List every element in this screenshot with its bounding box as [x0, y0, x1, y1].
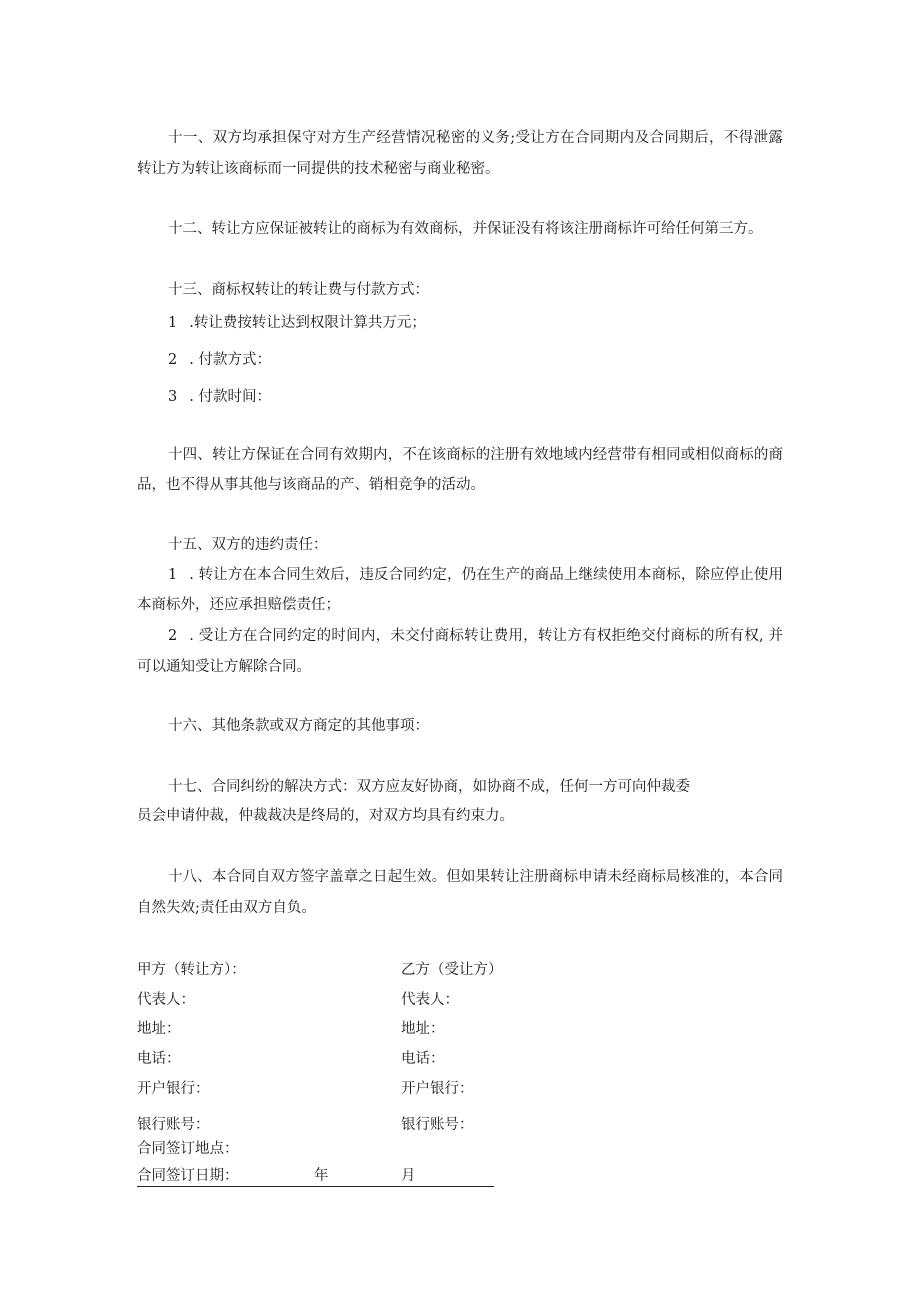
- clause-14-line-1: 十四、转让方保证在合同有效期内，不在该商标的注册有效地域内经营带有相同或相似商标的商: [168, 447, 783, 463]
- item-number: 1: [168, 567, 178, 583]
- item-number: 2: [168, 628, 178, 644]
- clause-15-item-1-line-1: [168, 565, 783, 585]
- item-text: . 付款方式：: [189, 352, 271, 368]
- party-b-representative: 代表人：: [401, 992, 459, 1008]
- clause-16-line-1: 十六、其他条款或双方商定的其他事项：: [168, 718, 429, 734]
- party-b-address: 地址：: [401, 1021, 445, 1037]
- item-number: 1: [168, 315, 178, 331]
- clause-11-line-2: 转让方为转让该商标而一同提供的技术秘密与商业秘密。: [137, 161, 500, 177]
- party-a-phone: 电话：: [137, 1051, 181, 1067]
- clause-15-heading: 十五、双方的违约责任：: [168, 537, 328, 553]
- party-a-bank: 开户银行：: [137, 1081, 210, 1097]
- clause-17-line-2: 员会申请仲裁，仲裁裁决是终局的，对双方均具有约束力。: [137, 808, 514, 824]
- party-a-representative: 代表人：: [137, 992, 195, 1008]
- clause-18-line-1: 十八、本合同自双方签字盖章之日起生效。但如果转让注册商标申请未经商标局核准的，本合同: [168, 869, 783, 885]
- item-number: 2: [168, 352, 178, 368]
- item-text: . 付款时间：: [189, 389, 271, 405]
- party-b-account: 银行账号：: [401, 1117, 474, 1133]
- clause-18-line-2: 自然失效;责任由双方自负。: [137, 900, 316, 916]
- clause-15-item-2-line-1: [168, 626, 783, 646]
- clause-13-item-2: [168, 350, 271, 370]
- signature-underline: [137, 1186, 494, 1187]
- signing-date-year: 年: [314, 1168, 329, 1184]
- party-b-bank: 开户银行：: [401, 1081, 474, 1097]
- clause-13-item-3: [168, 387, 271, 407]
- clause-14-line-2: 品，也不得从事其他与该商品的产、销相竞争的活动。: [137, 477, 485, 493]
- party-a-account: 银行账号：: [137, 1117, 210, 1133]
- signing-place: 合同签订地点：: [137, 1141, 239, 1157]
- party-a-label: 甲方（转让方）：: [137, 962, 246, 978]
- clause-13-heading: 十三、商标权转让的转让费与付款方式：: [168, 282, 429, 298]
- signing-date-month: 月: [401, 1168, 416, 1184]
- party-b-label: 乙方（受让方）: [401, 962, 503, 978]
- item-number: 3: [168, 389, 178, 405]
- clause-15-item-1-line-2: 本商标外，还应承担赔偿责任；: [137, 597, 340, 613]
- signing-date-label: 合同签订日期：: [137, 1168, 239, 1184]
- party-b-phone: 电话：: [401, 1051, 445, 1067]
- item-text: . 受让方在合同约定的时间内，未交付商标转让费用，转让方有权拒绝交付商标的所有权, 并: [189, 628, 783, 644]
- item-text: .转让费按转让达到权限计算共万元；: [189, 315, 426, 331]
- clause-13-item-1: [168, 313, 426, 333]
- clause-17-line-1: 十七、合同纠纷的解决方式：双方应友好协商，如协商不成，任何一方可向仲裁委: [168, 779, 690, 795]
- clause-11-line-1: 十一、双方均承担保守对方生产经营情况秘密的义务;受让方在合同期内及合同期后，不得泄露: [168, 130, 783, 146]
- party-a-address: 地址：: [137, 1021, 181, 1037]
- clause-15-item-2-line-2: 可以通知受让方解除合同。: [137, 659, 311, 675]
- item-text: . 转让方在本合同生效后，违反合同约定，仍在生产的商品上继续使用本商标，除应停止使用: [189, 567, 783, 583]
- clause-12-line-1: 十二、转让方应保证被转让的商标为有效商标，并保证没有将该注册商标许可给任何第三方。: [168, 221, 763, 237]
